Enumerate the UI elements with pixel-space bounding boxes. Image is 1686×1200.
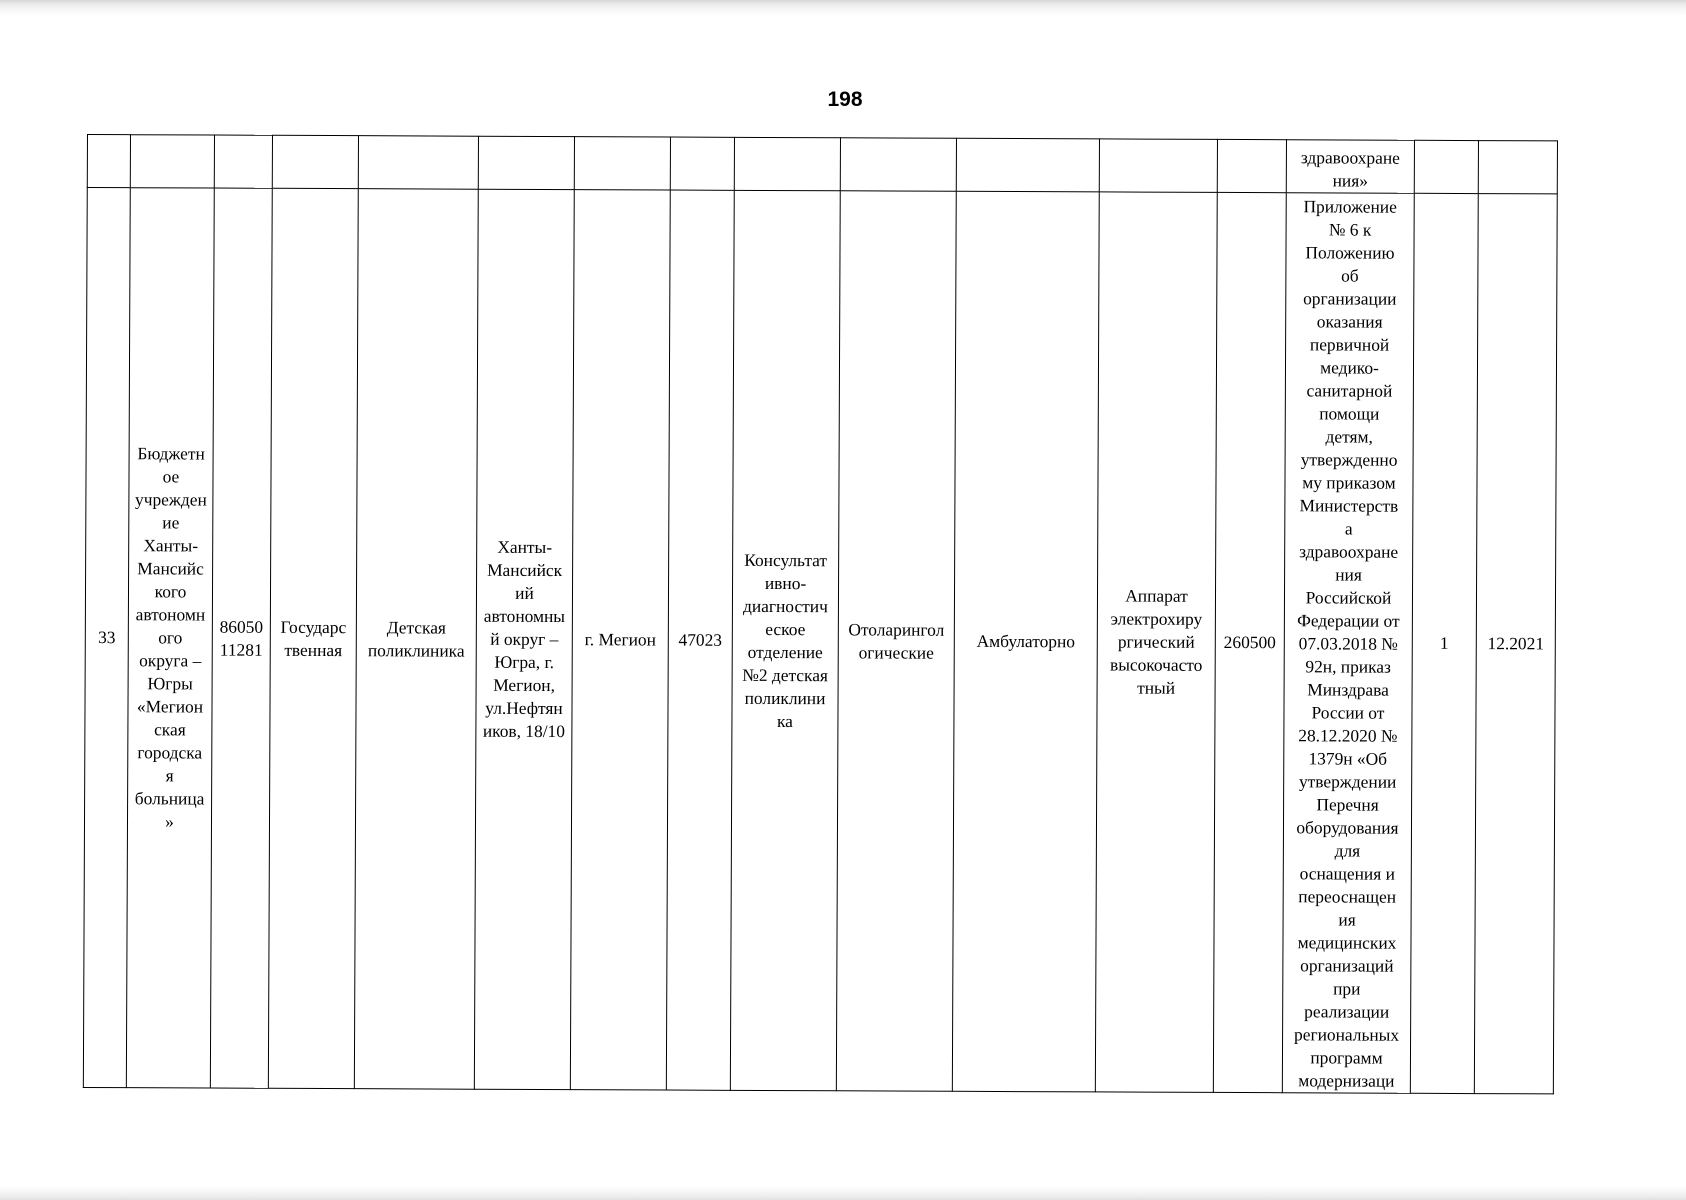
scan-edge-bottom (0, 1186, 1686, 1200)
cell-city: г. Мегион (570, 190, 670, 1090)
cell-facility-type: Детская поликлиника (354, 189, 478, 1090)
cell-address: Ханты- Мансийск ий автономны й округ – Югра, г. Мегион, ул.Нефтян иков, 18/10 (474, 189, 574, 1089)
cell-empty (1478, 141, 1557, 194)
cell-empty (1217, 139, 1286, 192)
table-row (83, 188, 1557, 1094)
cell-empty (358, 136, 478, 190)
cell-code: 260500 (1213, 192, 1286, 1092)
cell-date: 12.2021 (1474, 194, 1557, 1094)
table-row-continuation (87, 135, 1557, 194)
cell-inn: 86050 11281 (210, 188, 272, 1088)
cell-document-continuation: здравоохране ния» (1286, 140, 1414, 194)
cell-empty (840, 138, 956, 192)
page-number: 198 (827, 88, 863, 111)
cell-empty (670, 137, 734, 190)
cell-empty (1414, 140, 1478, 193)
cell-empty (734, 137, 840, 190)
cell-regulatory-document: Приложение № 6 к Положению об организации оказания первичной медико- санитарной помощи детям, утвержденно му приказом Министерств а здравоохране ния Российской Федерации от 07.03.2018 № 92н, приказ Минздрава России от 28.12.2020 № 1379н «Об утверждении Перечня оборудования для оснащения и переоснащен ия медицинских организаций при реализации региональных программ модернизаци (1282, 193, 1414, 1094)
cell-department: Консультат ивно- диагностич еское отделение №2 детская поликлини ка (730, 190, 840, 1090)
cell-equipment: Аппарат электрохиру ргический высокочасто тный (1095, 192, 1217, 1093)
cell-conditions: Амбулаторно (952, 191, 1099, 1092)
scan-edge-top (0, 0, 1686, 16)
cell-profile: Отоларингол огические (836, 191, 956, 1091)
equipment-table (83, 134, 1558, 1094)
cell-empty (87, 135, 130, 188)
cell-empty (574, 137, 670, 190)
cell-empty (956, 138, 1099, 192)
cell-oktmo: 47023 (666, 190, 734, 1090)
cell-empty (272, 135, 358, 188)
cell-row-number: 33 (83, 188, 130, 1088)
cell-empty (130, 135, 214, 188)
cell-organization: Бюджетн ое учрежден ие Ханты- Мансийс кого автономн ого округа – Югры «Мегион ская городска я больница » (126, 188, 214, 1088)
cell-ownership: Государс твенная (268, 188, 358, 1088)
equipment-table-wrap (83, 134, 1558, 1094)
cell-empty (1099, 139, 1217, 193)
cell-empty (214, 135, 272, 188)
cell-quantity: 1 (1410, 193, 1478, 1093)
cell-empty (478, 136, 574, 189)
